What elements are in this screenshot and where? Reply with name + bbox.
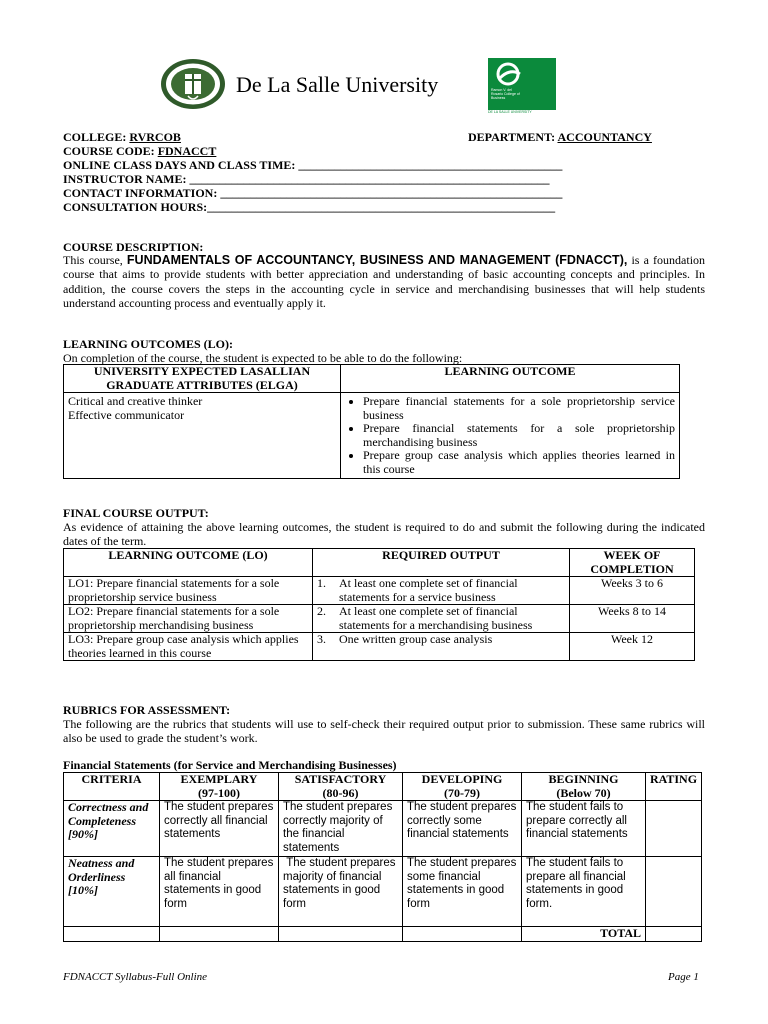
course-code-value: FDNACCT (157, 144, 217, 158)
course-description-text (63, 253, 705, 310)
developing-header: DEVELOPING (70-79) (403, 773, 522, 801)
consultation-blank: __________________________________________________________ (207, 200, 556, 214)
department-label: DEPARTMENT: (468, 130, 556, 144)
output-cell (313, 605, 570, 633)
class-days-label: ONLINE CLASS DAYS AND CLASS TIME: (63, 158, 296, 172)
week-cell: Week 12 (570, 633, 695, 661)
learning-outcomes-heading: LEARNING OUTCOMES (LO): (63, 337, 234, 351)
department-line (468, 130, 652, 145)
criteria-cell: Neatness and Orderliness [10%] (64, 857, 160, 927)
criteria-cell: Correctness and Completeness [90%] (64, 801, 160, 857)
final-output-table (63, 548, 695, 661)
rubric-table (63, 772, 702, 942)
output-text: At least one complete set of financial statements for a merchandising business (339, 604, 533, 632)
course-code-line (63, 144, 216, 159)
week-cell: Weeks 8 to 14 (570, 605, 695, 633)
exemplary-cell: The student prepares all financial statements in good form (160, 857, 279, 927)
week-cell: Weeks 3 to 6 (570, 577, 695, 605)
instructor-blank: ____________________________________________________________ (189, 172, 550, 186)
logo-text: Ramon V. del Rosario College of Business (491, 88, 520, 100)
learning-outcome-header: LEARNING OUTCOME (341, 365, 680, 393)
total-empty-cell (64, 927, 160, 942)
total-empty-cell (160, 927, 279, 942)
lo-cell: LO1: Prepare financial statements for a sole proprietorship service business (64, 577, 313, 605)
developing-cell: The student prepares some financial statements in good form (403, 857, 522, 927)
class-days-blank: ____________________________________________ (298, 158, 563, 172)
total-label: TOTAL (522, 927, 646, 942)
total-empty-cell (403, 927, 522, 942)
contact-line (63, 186, 562, 201)
week-header: WEEK OF COMPLETION (570, 549, 695, 577)
list-item: • Prepare financial statements for a sole proprietorship merchandising business (363, 422, 675, 449)
contact-blank: _________________________________________________________ (220, 186, 563, 200)
course-code-label: COURSE CODE: (63, 144, 155, 158)
footer-right: Page 1 (668, 971, 699, 983)
output-text: At least one complete set of financial statements for a service business (339, 576, 518, 604)
developing-cell: The student prepares correctly some financial statements (403, 801, 522, 857)
table-row (64, 801, 702, 857)
college-value: RVRCOB (129, 130, 181, 144)
table-row (64, 773, 702, 801)
learning-outcome-cell (341, 393, 680, 479)
course-title: FUNDAMENTALS OF ACCOUNTANCY, BUSINESS AND MANAGEMENT (FDNACCT), (126, 253, 628, 267)
beginning-cell: The student fails to prepare all financial statements in good form. (522, 857, 646, 927)
rubrics-heading: RUBRICS FOR ASSESSMENT: (63, 703, 231, 717)
list-item: • Prepare financial statements for a sole proprietorship service business (363, 395, 675, 422)
contact-label: CONTACT INFORMATION: (63, 186, 218, 200)
learning-outcomes-table (63, 364, 680, 479)
class-days-line (63, 158, 562, 173)
lo-header: LEARNING OUTCOME (LO) (64, 549, 313, 577)
output-cell (313, 577, 570, 605)
college-line (63, 130, 181, 145)
output-cell (313, 633, 570, 661)
learning-outcomes-intro: On completion of the course, the student is expected to be able to do the following: (63, 351, 463, 365)
course-description-intro: This course, (63, 253, 123, 267)
consultation-line (63, 200, 555, 215)
table-row (64, 365, 680, 393)
elga-cell (64, 393, 341, 479)
instructor-label: INSTRUCTOR NAME: (63, 172, 187, 186)
table-row (64, 633, 695, 661)
learning-outcome-list (345, 395, 675, 476)
elga-header: UNIVERSITY EXPECTED LASALLIAN GRADUATE ATTRIBUTES (ELGA) (64, 365, 341, 393)
total-empty-cell (279, 927, 403, 942)
table-row (64, 577, 695, 605)
college-label: COLLEGE: (63, 130, 127, 144)
table-row (64, 927, 702, 942)
final-output-intro: As evidence of attaining the above learning outcomes, the student is required to do and submit the following during the indicated dates of the term. (63, 520, 705, 549)
university-name: De La Salle University (236, 72, 439, 97)
final-output-heading: FINAL COURSE OUTPUT: (63, 506, 209, 520)
satisfactory-cell: The student prepares majority of financial statements in good form (279, 857, 403, 927)
beginning-cell: The student fails to prepare correctly all financial statements (522, 801, 646, 857)
table-row (64, 393, 680, 479)
output-number: 2. (317, 604, 326, 618)
department-value: ACCOUNTANCY (557, 130, 652, 144)
footer-left: FDNACCT Syllabus-Full Online (63, 971, 208, 983)
total-rating-cell (646, 927, 702, 942)
table-row (64, 549, 695, 577)
output-number: 3. (317, 632, 326, 646)
exemplary-cell: The student prepares correctly all financial statements (160, 801, 279, 857)
logo-subtext: DE LA SALLE UNIVERSITY (488, 110, 556, 115)
rating-header: RATING (646, 773, 702, 801)
elga-item: Effective communicator (68, 407, 185, 422)
table-row (64, 857, 702, 927)
beginning-header: BEGINNING (Below 70) (522, 773, 646, 801)
course-description-heading: COURSE DESCRIPTION: (63, 240, 204, 254)
exemplary-header: EXEMPLARY (97-100) (160, 773, 279, 801)
output-text: One written group case analysis (339, 632, 493, 646)
university-seal (160, 58, 226, 110)
criteria-header: CRITERIA (64, 773, 160, 801)
rubric-table-title: Financial Statements (for Service and Merchandising Businesses) (63, 758, 397, 772)
lo-cell: LO2: Prepare financial statements for a sole proprietorship merchandising business (64, 605, 313, 633)
rating-cell (646, 801, 702, 857)
elga-item: Critical and creative thinker (68, 394, 203, 408)
satisfactory-header: SATISFACTORY (80-96) (279, 773, 403, 801)
instructor-line (63, 172, 549, 187)
required-output-header: REQUIRED OUTPUT (313, 549, 570, 577)
course-description-rest: is a foundation course that aims to provide students with better appreciation and understanding of basic accounting concepts and principles. In addition, the course covers the steps in the accounting cycle in service and merchandising businesses that will help students understand accounting process and eventually apply it. (63, 253, 706, 310)
table-row (64, 605, 695, 633)
lo-cell: LO3: Prepare group case analysis which applies theories learned in this course (64, 633, 313, 661)
college-logo (488, 58, 556, 114)
output-number: 1. (317, 576, 326, 590)
satisfactory-cell: The student prepares correctly majority of the financial statements (279, 801, 403, 857)
rating-cell (646, 857, 702, 927)
consultation-label: CONSULTATION HOURS: (63, 200, 208, 214)
rubrics-intro: The following are the rubrics that students will use to self-check their required output prior to submission. These same rubrics will also be used to grade the student’s work. (63, 717, 705, 746)
list-item: • Prepare group case analysis which applies theories learned in this course (363, 449, 675, 476)
